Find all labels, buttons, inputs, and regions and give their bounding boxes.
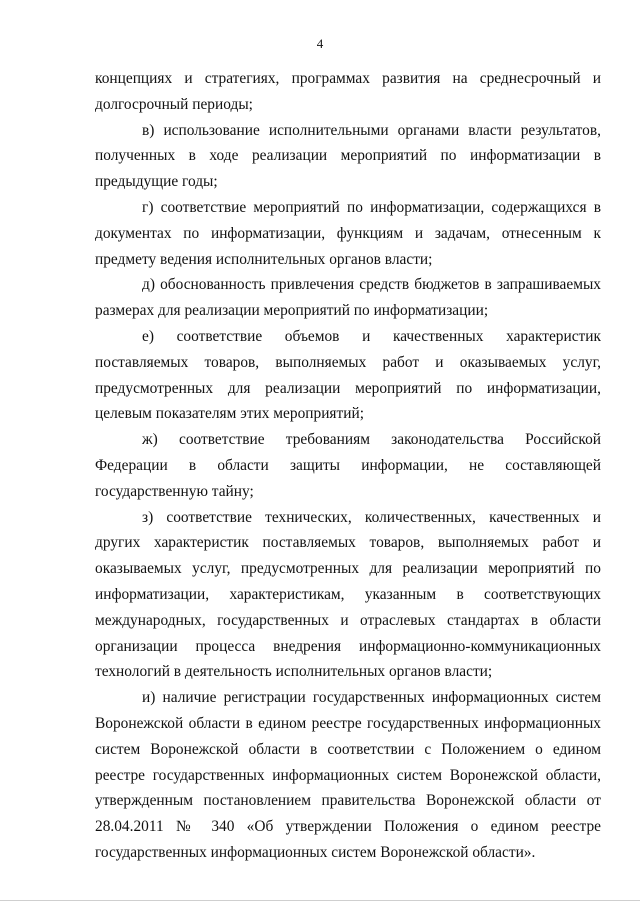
paragraph-item-g: г) соответствие мероприятий по информатизации, содержащихся в документах по информатизации, функциям и задачам, отнесенным к предмету ведения исполнительных органов власти; xyxy=(95,198,601,268)
paragraph-continuation: концепциях и стратегиях, программах развития на среднесрочный и долгосрочный периоды; xyxy=(95,70,601,113)
paragraph-item-e: е) соответствие объемов и качественных характеристик поставляемых товаров, выполняемых работ и оказываемых услуг, предусмотренных для реализации мероприятий по информатизации, целевым показателям этих мероприятий; xyxy=(95,327,601,423)
paragraph-item-d: д) обоснованность привлечения средств бюджетов в запрашиваемых размерах для реализации мероприятий по информатизации; xyxy=(95,276,601,320)
paragraph-item-zh: ж) соответствие требованиям законодательства Российской Федерации в области защиты информации, не составляющей государственную тайну; xyxy=(95,431,601,500)
page-number: 4 xyxy=(316,36,324,51)
page-bottom-edge xyxy=(0,900,640,901)
paragraph-item-z: з) соответствие технических, количественных, качественных и других характеристик поставляемых товаров, выполняемых работ и оказываемых услуг, предусмотренных для реализации мероприятий по информатизации, характеристикам, указанным в соответствующих международных, государственных и отраслевых стандартах в области организации процесса внедрения информационно-коммуникационных технологий в деятельность исполнительных органов власти; xyxy=(95,508,601,681)
paragraph-item-v: в) использование исполнительными органами власти результатов, полученных в ходе реализации мероприятий по информатизации в предыдущие годы; xyxy=(95,121,601,191)
paragraph-item-i: и) наличие регистрации государственных информационных систем Воронежской области в едином реестре государственных информационных систем Воронежской области в соответствии с Положением о едином реестре государственных информационных систем Воронежской области, утвержденным постановлением правительства Воронежской области от 28.04.2011 № 340 «Об утверждении Положения о едином реестре государственных информационных систем Воронежской области». xyxy=(95,689,601,861)
document-body xyxy=(95,66,601,866)
